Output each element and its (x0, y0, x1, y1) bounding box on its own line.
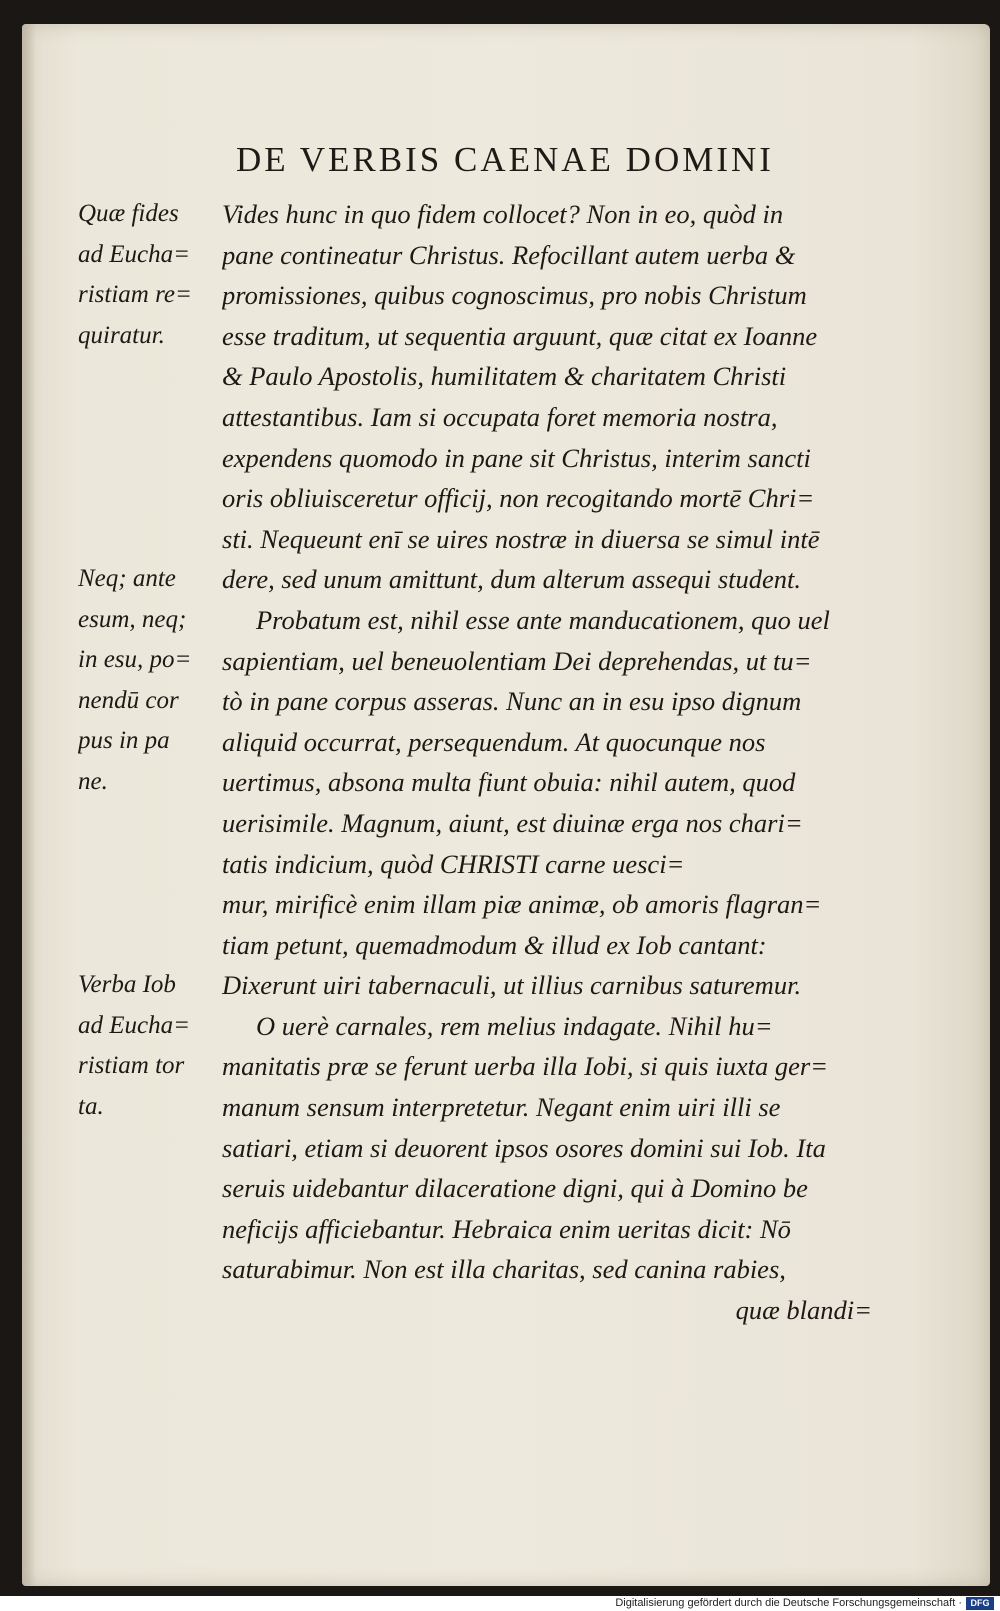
margin-note-line: ristiam tor (78, 1052, 185, 1080)
catchword: quæ blandi= (735, 1295, 872, 1326)
margin-note (78, 194, 218, 356)
body-line: saturabimur. Non est illa charitas, sed canina rabies, (222, 1254, 786, 1285)
margin-note (78, 965, 218, 1127)
body-line: seruis uidebantur dilaceratione digni, qui à Domino be (222, 1173, 808, 1204)
margin-note-line: Verba Iob (78, 971, 176, 998)
dfg-logo: DFG (966, 1597, 994, 1610)
body-line: mur, mirificè enim illam piæ animæ, ob amoris flagran= (222, 889, 822, 920)
body-line: oris obliuisceretur officij, non recogitando mortē Chri= (222, 483, 815, 514)
body-line: sti. Nequeunt enī se uires nostræ in diuersa se simul intē (222, 523, 820, 554)
body-line: O uerè carnales, rem melius indagate. Nihil hu= (256, 1010, 773, 1041)
body-line: tatis indicium, quòd CHRISTI carne uesci= (222, 848, 685, 879)
margin-note (78, 559, 218, 803)
body-line: tò in pane corpus asseras. Nunc an in esu ipso dignum (222, 686, 802, 717)
body-line: sapientiam, uel beneuolentiam Dei deprehendas, ut tu= (222, 645, 812, 676)
body-line: expendens quomodo in pane sit Christus, interim sancti (222, 442, 811, 473)
body-line: esse traditum, ut sequentia arguunt, quæ citat ex Ioanne (222, 320, 818, 351)
margin-note-line: in esu, po= (78, 646, 192, 674)
body-line: promissiones, quibus cognoscimus, pro nobis Christum (222, 280, 807, 311)
margin-note-line: quiratur. (78, 321, 165, 349)
margin-note-line: ad Eucha= (78, 240, 190, 268)
body-line: tiam petunt, quemadmodum & illud ex Iob cantant: (222, 929, 767, 960)
page-gutter-shadow (22, 24, 36, 1586)
margin-note-line: esum, neq; (78, 605, 187, 633)
body-line: attestantibus. Iam si occupata foret memoria nostra, (222, 401, 778, 432)
margin-note-line: ad Eucha= (78, 1011, 190, 1039)
body-line: dere, sed unum amittunt, dum alterum assequi student. (222, 564, 802, 595)
body-line: Vides hunc in quo fidem collocet? Non in eo, quòd in (222, 199, 784, 229)
margin-note-line: ta. (78, 1092, 104, 1120)
body-line: satiari, etiam si deuorent ipsos osores domini sui Iob. Ita (222, 1132, 826, 1163)
body-line: aliquid occurrat, persequendum. At quocunque nos (222, 726, 766, 757)
margin-note-line: Quæ fides (78, 200, 179, 227)
margin-note-line: nendū cor (78, 686, 179, 714)
margin-note-line: ristiam re= (78, 281, 192, 309)
body-line: manitatis præ se ferunt uerba illa Iobi, si quis iuxta ger= (222, 1051, 829, 1082)
body-line: uerisimile. Magnum, aiunt, est diuinæ erga nos chari= (222, 807, 803, 838)
footer-bar (0, 1596, 1000, 1611)
body-line: neficijs afficiebantur. Hebraica enim ueritas dicit: Nō (222, 1213, 791, 1244)
margin-note-line: ne. (78, 767, 108, 795)
footer-credit: Digitalisierung gefördert durch die Deutsche Forschungsgemeinschaft · (615, 1597, 962, 1609)
body-line: & Paulo Apostolis, humilitatem & charitatem Christi (222, 361, 787, 392)
running-head: DE VERBIS CAENAE DOMINI (236, 140, 774, 179)
body-line: manum sensum interpretetur. Negant enim uiri illi se (222, 1092, 781, 1123)
body-line: uertimus, absona multa fiunt obuia: nihil autem, quod (222, 767, 796, 798)
body-line: Dixerunt uiri tabernaculi, ut illius carnibus saturemur. (222, 970, 802, 1001)
margin-note-line: Neq; ante (78, 565, 176, 592)
body-line: pane contineatur Christus. Refocillant autem uerba & (222, 239, 796, 270)
body-text (222, 194, 872, 1331)
body-line: Probatum est, nihil esse ante manducationem, quo uel (256, 604, 830, 635)
margin-note-line: pus in pa (78, 727, 170, 755)
